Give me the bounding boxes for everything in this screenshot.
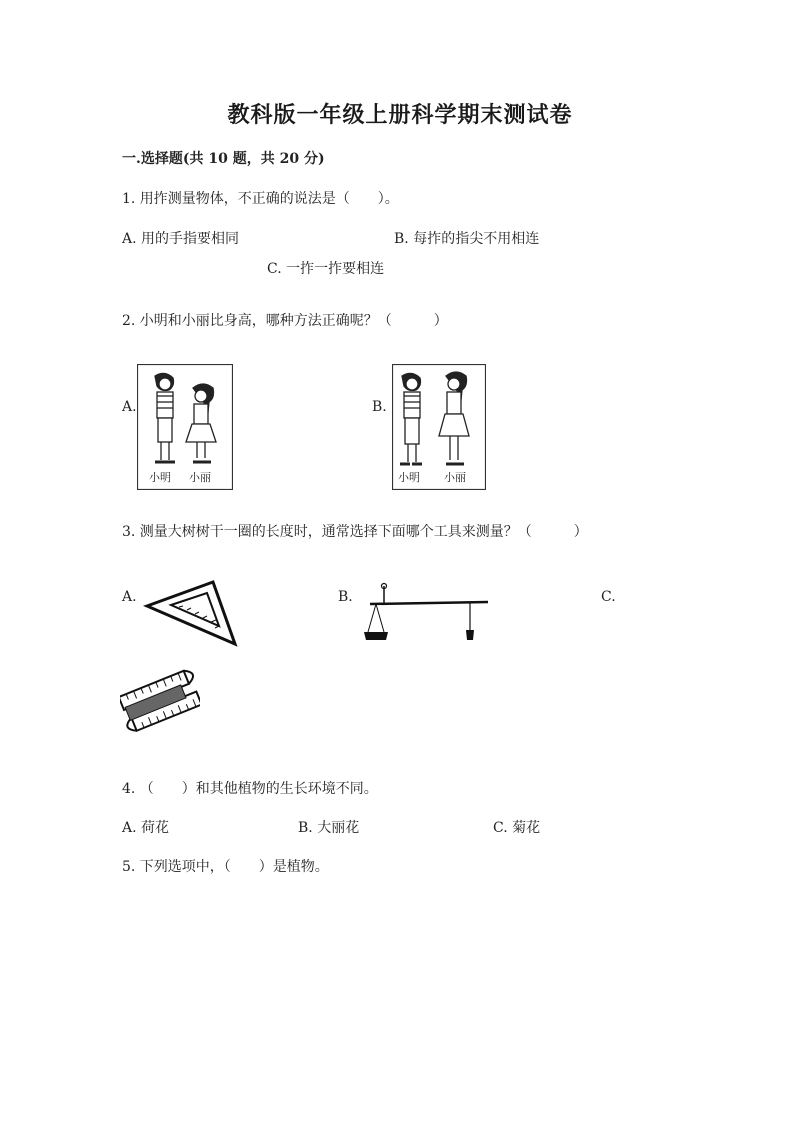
question-1-option-c[interactable]: C. 一拃一拃要相连: [267, 261, 385, 277]
question-1-stem: 1. 用拃测量物体，不正确的说法是（ ）。: [122, 191, 399, 207]
figure-label-xiaoli: 小丽: [189, 471, 211, 484]
question-3-option-b[interactable]: B.: [338, 589, 353, 605]
question-4-option-b[interactable]: B. 大丽花: [298, 820, 360, 836]
tape-measure-icon: [120, 664, 200, 742]
question-1-option-a[interactable]: A. 用的手指要相同: [122, 231, 240, 247]
question-2-option-b[interactable]: B.: [372, 399, 387, 415]
question-2-stem: 2. 小明和小丽比身高，哪种方法正确呢？（ ）: [122, 313, 448, 329]
kids-height-picture-a: [137, 364, 233, 490]
page-title: 教科版一年级上册科学期末测试卷: [227, 102, 573, 128]
question-4-stem: 4. （ ）和其他植物的生长环境不同。: [122, 781, 378, 797]
question-2-option-a[interactable]: A.: [122, 399, 137, 415]
kids-height-picture-b: [392, 364, 486, 490]
figure-label-xiaoming: 小明: [398, 471, 420, 484]
question-4-option-a[interactable]: A. 荷花: [122, 820, 170, 836]
question-5-stem: 5. 下列选项中，（ ）是植物。: [122, 859, 329, 875]
steelyard-scale-icon: [358, 582, 492, 648]
question-4-option-c[interactable]: C. 菊花: [493, 820, 541, 836]
question-3-stem: 3. 测量大树树干一圈的长度时，通常选择下面哪个工具来测量？（ ）: [122, 524, 588, 540]
triangle-ruler-icon: [143, 578, 239, 648]
question-3-option-c[interactable]: C.: [601, 589, 616, 605]
figure-label-xiaoli: 小丽: [444, 471, 466, 484]
question-3-option-a[interactable]: A.: [122, 589, 137, 605]
question-1-option-b[interactable]: B. 每拃的指尖不用相连: [394, 231, 540, 247]
section-heading: 一.选择题(共 10 题，共 20 分): [122, 151, 325, 167]
figure-label-xiaoming: 小明: [149, 471, 171, 484]
